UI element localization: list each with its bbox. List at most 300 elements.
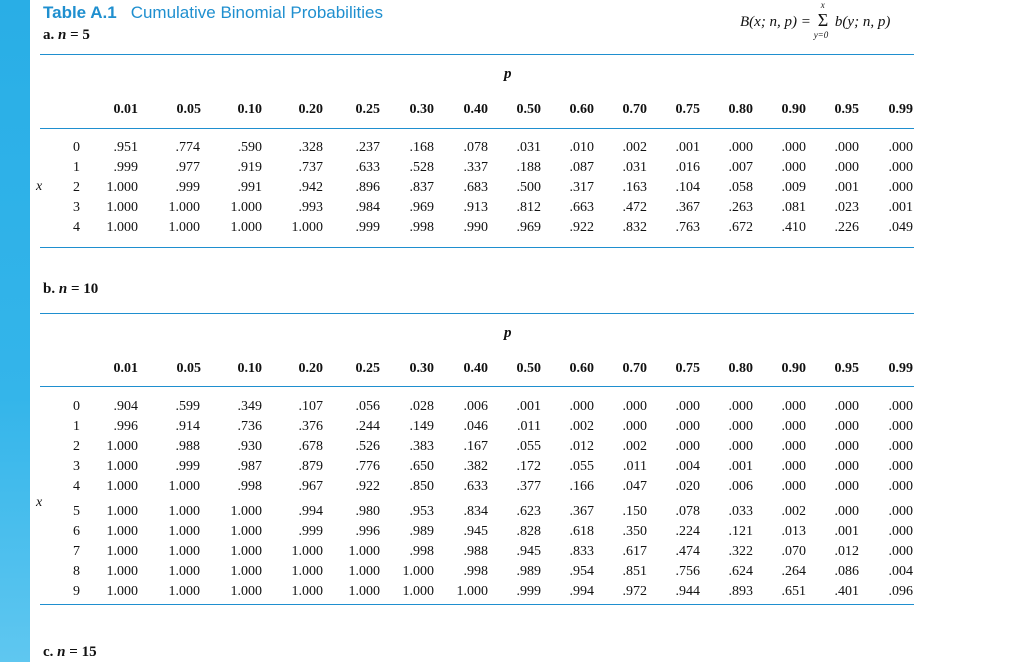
table-cell: .953 bbox=[409, 504, 434, 519]
table-cell: .913 bbox=[463, 200, 488, 215]
table-cell: .994 bbox=[298, 504, 323, 519]
table-cell: .244 bbox=[355, 419, 380, 434]
p-column-header: 0.05 bbox=[176, 361, 201, 376]
table-cell: .078 bbox=[675, 504, 700, 519]
table-row bbox=[0, 200, 1024, 220]
table-cell: .000 bbox=[622, 399, 647, 414]
table-cell: .930 bbox=[237, 439, 262, 454]
p-axis-label: p bbox=[504, 66, 512, 82]
table-row bbox=[0, 220, 1024, 240]
table-cell: .879 bbox=[298, 459, 323, 474]
table-cell: .000 bbox=[781, 439, 806, 454]
table-cell: 1.000 bbox=[106, 584, 138, 599]
sum-upper-limit: x bbox=[820, 0, 825, 10]
table-cell: 1.000 bbox=[106, 524, 138, 539]
table-cell: .002 bbox=[781, 504, 806, 519]
formula-lhs: B(x; n, p) = bbox=[740, 14, 811, 30]
table-cell: .047 bbox=[622, 479, 647, 494]
table-cell: .893 bbox=[728, 584, 753, 599]
p-axis-label: p bbox=[504, 325, 512, 341]
sigma-glyph: Σ bbox=[817, 10, 829, 30]
row-x-value: 9 bbox=[73, 584, 80, 599]
p-column-header: 0.90 bbox=[781, 361, 806, 376]
table-cell: .736 bbox=[237, 419, 262, 434]
table-cell: .000 bbox=[888, 140, 913, 155]
table-cell: .056 bbox=[355, 399, 380, 414]
table-cell: .001 bbox=[675, 140, 700, 155]
table-cell: .001 bbox=[834, 524, 859, 539]
table-cell: .001 bbox=[834, 180, 859, 195]
table-cell: .070 bbox=[781, 544, 806, 559]
x-axis-label: x bbox=[36, 179, 43, 194]
table-cell: .756 bbox=[675, 564, 700, 579]
rule-line bbox=[40, 54, 914, 55]
row-x-value: 6 bbox=[73, 524, 80, 539]
table-cell: .023 bbox=[834, 200, 859, 215]
table-row bbox=[0, 140, 1024, 160]
table-row bbox=[0, 160, 1024, 180]
section-label bbox=[43, 281, 98, 298]
section-label bbox=[43, 27, 90, 44]
table-cell: .004 bbox=[675, 459, 700, 474]
table-cell: .055 bbox=[516, 439, 541, 454]
table-cell: .650 bbox=[409, 459, 434, 474]
table-cell: .000 bbox=[569, 399, 594, 414]
table-cell: .000 bbox=[675, 399, 700, 414]
table-row bbox=[0, 459, 1024, 479]
p-column-header: 0.95 bbox=[834, 102, 859, 117]
p-column-header: 0.25 bbox=[355, 102, 380, 117]
table-cell: .000 bbox=[834, 479, 859, 494]
table-cell: .006 bbox=[463, 399, 488, 414]
table-cell: .996 bbox=[355, 524, 380, 539]
p-column-header: 0.99 bbox=[888, 361, 913, 376]
table-cell: 1.000 bbox=[106, 180, 138, 195]
table-cell: .999 bbox=[298, 524, 323, 539]
table-cell: .382 bbox=[463, 459, 488, 474]
rule-line bbox=[40, 247, 914, 248]
section-prefix: b. bbox=[43, 281, 59, 297]
table-cell: .376 bbox=[298, 419, 323, 434]
table-cell: .000 bbox=[781, 160, 806, 175]
table-cell: .989 bbox=[516, 564, 541, 579]
table-cell: .058 bbox=[728, 180, 753, 195]
table-cell: .000 bbox=[781, 399, 806, 414]
table-cell: .000 bbox=[781, 140, 806, 155]
table-cell: .317 bbox=[569, 180, 594, 195]
row-x-value: 8 bbox=[73, 564, 80, 579]
table-cell: .000 bbox=[781, 419, 806, 434]
table-title bbox=[43, 3, 383, 23]
table-cell: .096 bbox=[888, 584, 913, 599]
table-cell: .812 bbox=[516, 200, 541, 215]
rule-line bbox=[40, 128, 914, 129]
table-cell: .349 bbox=[237, 399, 262, 414]
table-cell: .016 bbox=[675, 160, 700, 175]
row-x-value: 4 bbox=[73, 220, 80, 235]
table-cell: .000 bbox=[834, 419, 859, 434]
table-cell: .474 bbox=[675, 544, 700, 559]
table-cell: .011 bbox=[517, 419, 541, 434]
table-cell: .383 bbox=[409, 439, 434, 454]
p-column-header: 0.75 bbox=[675, 361, 700, 376]
rule-line bbox=[40, 386, 914, 387]
table-cell: 1.000 bbox=[230, 544, 262, 559]
table-cell: 1.000 bbox=[168, 504, 200, 519]
p-column-header: 0.90 bbox=[781, 102, 806, 117]
table-cell: .618 bbox=[569, 524, 594, 539]
p-column-header: 0.30 bbox=[409, 102, 434, 117]
table-cell: .624 bbox=[728, 564, 753, 579]
table-row bbox=[0, 399, 1024, 419]
table-cell: .009 bbox=[781, 180, 806, 195]
table-cell: 1.000 bbox=[348, 564, 380, 579]
table-cell: .000 bbox=[888, 479, 913, 494]
table-cell: .264 bbox=[781, 564, 806, 579]
table-cell: .834 bbox=[463, 504, 488, 519]
table-cell: .011 bbox=[623, 459, 647, 474]
table-cell: .055 bbox=[569, 459, 594, 474]
table-cell: .526 bbox=[355, 439, 380, 454]
table-cell: .028 bbox=[409, 399, 434, 414]
table-cell: .972 bbox=[622, 584, 647, 599]
table-row bbox=[0, 564, 1024, 584]
table-cell: .020 bbox=[675, 479, 700, 494]
table-cell: .000 bbox=[888, 399, 913, 414]
table-cell: .337 bbox=[463, 160, 488, 175]
table-cell: .000 bbox=[888, 524, 913, 539]
table-cell: .002 bbox=[569, 419, 594, 434]
table-cell: .224 bbox=[675, 524, 700, 539]
table-row bbox=[0, 584, 1024, 604]
table-cell: 1.000 bbox=[230, 524, 262, 539]
table-cell: .599 bbox=[175, 399, 200, 414]
table-cell: .993 bbox=[298, 200, 323, 215]
table-cell: .987 bbox=[237, 459, 262, 474]
table-cell: 1.000 bbox=[106, 479, 138, 494]
section-prefix: c. bbox=[43, 644, 58, 660]
table-cell: .000 bbox=[888, 419, 913, 434]
p-column-header: 0.10 bbox=[237, 102, 262, 117]
table-cell: .172 bbox=[516, 459, 541, 474]
table-cell: .012 bbox=[569, 439, 594, 454]
table-cell: .999 bbox=[355, 220, 380, 235]
table-cell: .472 bbox=[622, 200, 647, 215]
p-header-row bbox=[0, 102, 1024, 122]
p-column-header: 0.95 bbox=[834, 361, 859, 376]
p-column-header: 0.40 bbox=[463, 361, 488, 376]
n-value: = 5 bbox=[66, 27, 90, 43]
p-column-header: 0.70 bbox=[622, 361, 647, 376]
table-number: Table A.1 bbox=[43, 3, 117, 22]
table-cell: .001 bbox=[516, 399, 541, 414]
table-title-text: Cumulative Binomial Probabilities bbox=[130, 3, 383, 22]
table-cell: .837 bbox=[409, 180, 434, 195]
table-cell: .188 bbox=[516, 160, 541, 175]
table-cell: 1.000 bbox=[168, 524, 200, 539]
table-cell: .988 bbox=[463, 544, 488, 559]
table-cell: .004 bbox=[888, 564, 913, 579]
table-cell: .998 bbox=[237, 479, 262, 494]
table-cell: .999 bbox=[175, 459, 200, 474]
table-cell: 1.000 bbox=[106, 459, 138, 474]
table-cell: 1.000 bbox=[291, 564, 323, 579]
row-x-value: 2 bbox=[73, 180, 80, 195]
table-cell: .774 bbox=[175, 140, 200, 155]
table-row bbox=[0, 504, 1024, 524]
row-x-value: 4 bbox=[73, 479, 80, 494]
table-cell: 1.000 bbox=[168, 220, 200, 235]
table-cell: .000 bbox=[781, 479, 806, 494]
sigma-symbol bbox=[813, 0, 829, 40]
table-cell: .989 bbox=[409, 524, 434, 539]
table-cell: 1.000 bbox=[230, 200, 262, 215]
table-cell: 1.000 bbox=[168, 200, 200, 215]
table-cell: .012 bbox=[834, 544, 859, 559]
table-cell: .078 bbox=[463, 140, 488, 155]
row-x-value: 0 bbox=[73, 140, 80, 155]
table-cell: .000 bbox=[675, 439, 700, 454]
table-cell: .149 bbox=[409, 419, 434, 434]
table-cell: .107 bbox=[298, 399, 323, 414]
table-cell: .919 bbox=[237, 160, 262, 175]
table-cell: .999 bbox=[175, 180, 200, 195]
table-cell: 1.000 bbox=[348, 584, 380, 599]
table-cell: .237 bbox=[355, 140, 380, 155]
table-cell: .999 bbox=[113, 160, 138, 175]
table-cell: .046 bbox=[463, 419, 488, 434]
table-row bbox=[0, 479, 1024, 499]
table-cell: .001 bbox=[888, 200, 913, 215]
p-column-header: 0.60 bbox=[569, 102, 594, 117]
table-row bbox=[0, 439, 1024, 459]
table-cell: .000 bbox=[834, 140, 859, 155]
table-cell: .401 bbox=[834, 584, 859, 599]
table-row bbox=[0, 524, 1024, 544]
table-cell: 1.000 bbox=[106, 200, 138, 215]
p-column-header: 0.10 bbox=[237, 361, 262, 376]
p-column-header: 0.50 bbox=[516, 102, 541, 117]
table-cell: 1.000 bbox=[168, 479, 200, 494]
table-cell: .000 bbox=[888, 439, 913, 454]
table-cell: .944 bbox=[675, 584, 700, 599]
table-cell: .833 bbox=[569, 544, 594, 559]
table-cell: .049 bbox=[888, 220, 913, 235]
table-cell: .000 bbox=[888, 504, 913, 519]
table-row bbox=[0, 419, 1024, 439]
table-cell: .000 bbox=[781, 459, 806, 474]
table-cell: .980 bbox=[355, 504, 380, 519]
table-cell: 1.000 bbox=[106, 544, 138, 559]
table-cell: .776 bbox=[355, 459, 380, 474]
table-cell: .163 bbox=[622, 180, 647, 195]
table-cell: .007 bbox=[728, 160, 753, 175]
table-cell: .998 bbox=[409, 544, 434, 559]
table-cell: 1.000 bbox=[168, 564, 200, 579]
table-cell: .998 bbox=[463, 564, 488, 579]
row-x-value: 3 bbox=[73, 200, 80, 215]
table-cell: 1.000 bbox=[291, 544, 323, 559]
table-cell: .832 bbox=[622, 220, 647, 235]
table-cell: .000 bbox=[728, 399, 753, 414]
table-cell: .922 bbox=[569, 220, 594, 235]
table-cell: .226 bbox=[834, 220, 859, 235]
table-cell: .991 bbox=[237, 180, 262, 195]
table-cell: .367 bbox=[675, 200, 700, 215]
p-column-header: 0.99 bbox=[888, 102, 913, 117]
n-symbol: n bbox=[57, 644, 66, 660]
table-cell: .328 bbox=[298, 140, 323, 155]
row-x-value: 5 bbox=[73, 504, 80, 519]
table-cell: .150 bbox=[622, 504, 647, 519]
table-cell: .031 bbox=[622, 160, 647, 175]
table-cell: .121 bbox=[728, 524, 753, 539]
table-cell: .000 bbox=[675, 419, 700, 434]
table-cell: .990 bbox=[463, 220, 488, 235]
table-cell: 1.000 bbox=[106, 564, 138, 579]
table-cell: .633 bbox=[355, 160, 380, 175]
table-cell: .651 bbox=[781, 584, 806, 599]
table-cell: .969 bbox=[516, 220, 541, 235]
table-cell: 1.000 bbox=[230, 584, 262, 599]
table-cell: .087 bbox=[569, 160, 594, 175]
n-symbol: n bbox=[58, 281, 68, 297]
cumulative-formula bbox=[740, 0, 891, 40]
table-cell: .367 bbox=[569, 504, 594, 519]
table-cell: 1.000 bbox=[291, 584, 323, 599]
table-cell: .967 bbox=[298, 479, 323, 494]
table-cell: 1.000 bbox=[291, 220, 323, 235]
table-cell: .081 bbox=[781, 200, 806, 215]
p-column-header: 0.60 bbox=[569, 361, 594, 376]
x-axis-label: x bbox=[36, 495, 43, 510]
p-header-row bbox=[0, 361, 1024, 381]
table-cell: .013 bbox=[781, 524, 806, 539]
table-cell: .851 bbox=[622, 564, 647, 579]
table-cell: .969 bbox=[409, 200, 434, 215]
table-cell: 1.000 bbox=[230, 504, 262, 519]
table-cell: .590 bbox=[237, 140, 262, 155]
table-cell: .000 bbox=[834, 459, 859, 474]
formula-rhs: b(y; n, p) bbox=[834, 14, 891, 30]
table-cell: .086 bbox=[834, 564, 859, 579]
p-column-header: 0.80 bbox=[728, 102, 753, 117]
table-cell: .263 bbox=[728, 200, 753, 215]
table-row bbox=[0, 180, 1024, 200]
table-cell: .945 bbox=[463, 524, 488, 539]
table-cell: .914 bbox=[175, 419, 200, 434]
table-cell: .033 bbox=[728, 504, 753, 519]
row-x-value: 3 bbox=[73, 459, 80, 474]
p-column-header: 0.75 bbox=[675, 102, 700, 117]
table-cell: 1.000 bbox=[168, 584, 200, 599]
table-cell: 1.000 bbox=[402, 584, 434, 599]
table-cell: 1.000 bbox=[456, 584, 488, 599]
table-cell: .954 bbox=[569, 564, 594, 579]
table-cell: .000 bbox=[888, 160, 913, 175]
table-cell: .945 bbox=[516, 544, 541, 559]
table-cell: .528 bbox=[409, 160, 434, 175]
table-cell: .988 bbox=[175, 439, 200, 454]
table-cell: .002 bbox=[622, 439, 647, 454]
table-cell: .617 bbox=[622, 544, 647, 559]
table-cell: .000 bbox=[622, 419, 647, 434]
table-cell: .410 bbox=[781, 220, 806, 235]
table-cell: 1.000 bbox=[230, 220, 262, 235]
table-cell: .623 bbox=[516, 504, 541, 519]
row-x-value: 7 bbox=[73, 544, 80, 559]
rule-line bbox=[40, 604, 914, 605]
table-cell: .104 bbox=[675, 180, 700, 195]
n-symbol: n bbox=[58, 27, 67, 43]
table-cell: 1.000 bbox=[230, 564, 262, 579]
p-column-header: 0.70 bbox=[622, 102, 647, 117]
table-cell: .737 bbox=[298, 160, 323, 175]
table-cell: 1.000 bbox=[348, 544, 380, 559]
table-cell: .000 bbox=[728, 439, 753, 454]
table-cell: .999 bbox=[516, 584, 541, 599]
table-cell: .683 bbox=[463, 180, 488, 195]
sum-lower-limit: y=0 bbox=[813, 30, 829, 40]
section-prefix: a. bbox=[43, 27, 58, 43]
table-cell: .000 bbox=[728, 419, 753, 434]
table-cell: .678 bbox=[298, 439, 323, 454]
table-cell: .951 bbox=[113, 140, 138, 155]
table-cell: 1.000 bbox=[402, 564, 434, 579]
table-cell: .994 bbox=[569, 584, 594, 599]
table-cell: .168 bbox=[409, 140, 434, 155]
section-label bbox=[43, 644, 97, 661]
table-cell: .763 bbox=[675, 220, 700, 235]
table-cell: .904 bbox=[113, 399, 138, 414]
table-cell: .922 bbox=[355, 479, 380, 494]
table-cell: .006 bbox=[728, 479, 753, 494]
p-column-header: 0.01 bbox=[113, 102, 138, 117]
table-cell: .000 bbox=[834, 439, 859, 454]
table-cell: .850 bbox=[409, 479, 434, 494]
table-cell: .000 bbox=[728, 140, 753, 155]
row-x-value: 1 bbox=[73, 419, 80, 434]
table-cell: .000 bbox=[834, 160, 859, 175]
table-cell: .167 bbox=[463, 439, 488, 454]
table-cell: .000 bbox=[834, 399, 859, 414]
table-cell: .166 bbox=[569, 479, 594, 494]
p-column-header: 0.01 bbox=[113, 361, 138, 376]
n-value: = 10 bbox=[67, 281, 99, 297]
table-row bbox=[0, 544, 1024, 564]
table-cell: .984 bbox=[355, 200, 380, 215]
rule-line bbox=[40, 313, 914, 314]
table-cell: 1.000 bbox=[106, 220, 138, 235]
p-column-header: 0.25 bbox=[355, 361, 380, 376]
table-cell: .998 bbox=[409, 220, 434, 235]
p-column-header: 0.40 bbox=[463, 102, 488, 117]
table-cell: .001 bbox=[728, 459, 753, 474]
table-cell: .500 bbox=[516, 180, 541, 195]
p-column-header: 0.30 bbox=[409, 361, 434, 376]
table-cell: 1.000 bbox=[168, 544, 200, 559]
table-cell: .000 bbox=[834, 504, 859, 519]
table-cell: .377 bbox=[516, 479, 541, 494]
p-column-header: 0.20 bbox=[298, 102, 323, 117]
table-cell: .672 bbox=[728, 220, 753, 235]
row-x-value: 0 bbox=[73, 399, 80, 414]
table-cell: .828 bbox=[516, 524, 541, 539]
table-cell: 1.000 bbox=[106, 504, 138, 519]
table-cell: .350 bbox=[622, 524, 647, 539]
table-cell: .977 bbox=[175, 160, 200, 175]
table-cell: .000 bbox=[888, 544, 913, 559]
